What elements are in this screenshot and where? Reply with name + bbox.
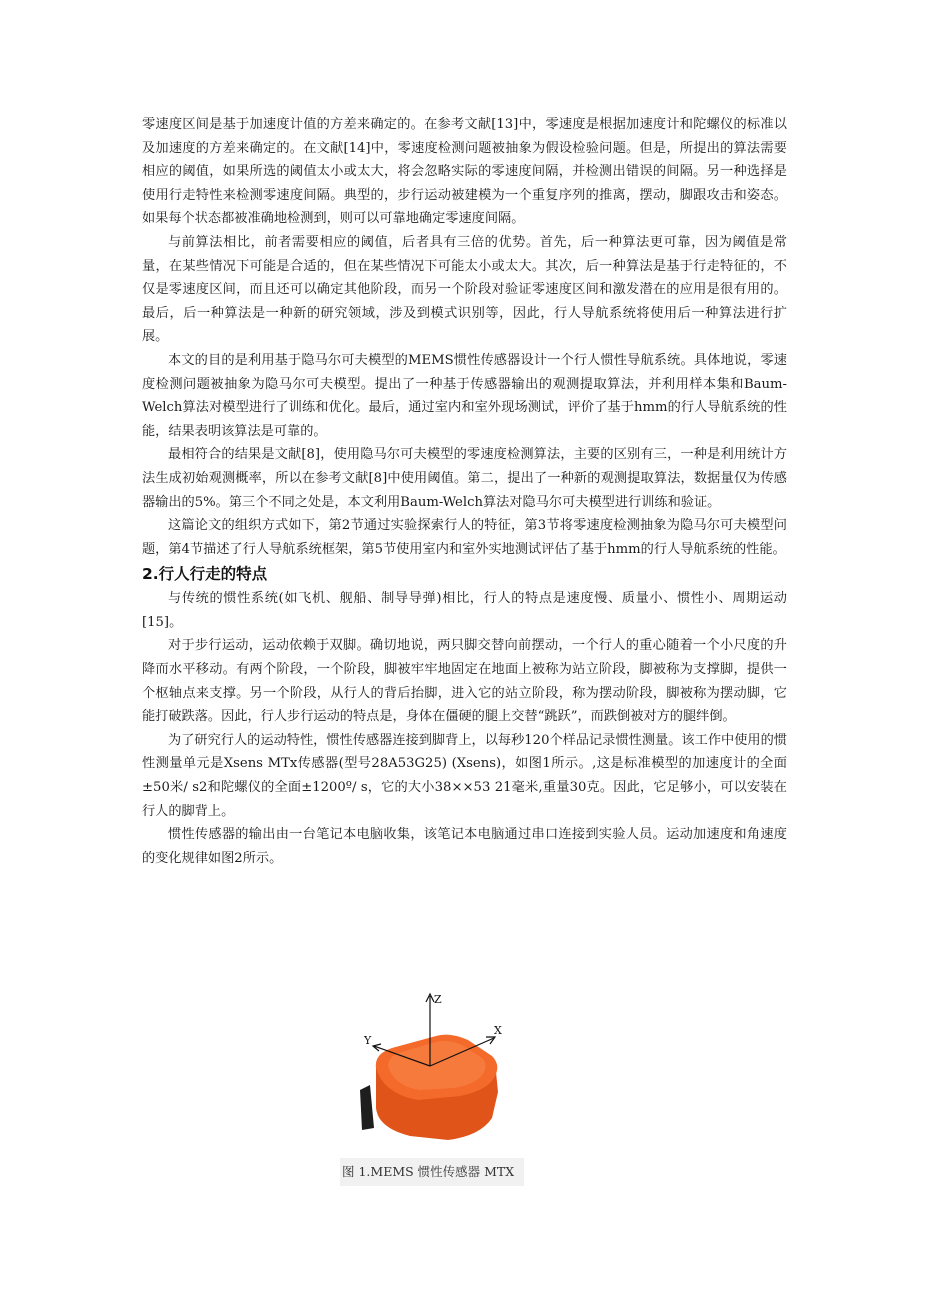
paragraph-section-2: 对于步行运动，运动依赖于双脚。确切地说，两只脚交替向前摆动，一个行人的重心随着一个小尺度的升降而水平移动。有两个阶段，一个阶段，脚被牢牢地固定在地面上被称为站立阶段，脚被称为支撑脚，提供一个枢轴点来支撑。另一个阶段，从行人的背后抬脚，进入它的站立阶段，称为摆动阶段，脚被称为摆动脚，它能打破跌落。因此，行人步行运动的特点是，身体在僵硬的腿上交替“跳跃”，而跌倒被对方的腿绊倒。 <box>142 638 787 725</box>
paragraph-intro-2: 与前算法相比，前者需要相应的阈值，后者具有三倍的优势。首先，后一种算法更可靠，因为阈值是常量，在某些情况下可能是合适的，但在某些情况下可能太小或太大。其次，后一种算法是基于行走特征的，不仅是零速度区间，而且还可以确定其他阶段，而另一个阶段对验证零速度区间和激发潜在的应用是很有用的。最后，后一种算法是一种新的研究领域，涉及到模式识别等，因此，行人导航系统将使用后一种算法进行扩展。 <box>142 234 787 345</box>
paragraph-intro-4: 最相符合的结果是文献[8]，使用隐马尔可夫模型的零速度检测算法，主要的区别有三，一种是利用统计方法生成初始观测概率，所以在参考文献[8]中使用阈值。第二，提出了一种新的观测提取算法，数据量仅为传感器输出的5%。第三个不同之处是，本文利用Baum-Welch算法对隐马尔可夫模型进行训练和验证。 <box>142 447 787 510</box>
section-heading: 2.行人行走的特点 <box>142 565 268 584</box>
y-axis-label: Y <box>364 1034 372 1047</box>
figure-caption: 图 1.MEMS 惯性传感器 MTX <box>340 1158 524 1186</box>
z-axis-label: Z <box>434 993 442 1006</box>
x-axis-label: X <box>494 1024 502 1037</box>
sensor-illustration <box>340 990 524 1158</box>
figure-1 <box>340 990 524 1186</box>
paragraph-section-3: 为了研究行人的运动特性，惯性传感器连接到脚背上，以每秒120个样品记录惯性测量。该工作中使用的惯性测量单元是Xsens MTx传感器(型号28A53G25) (Xsens)，如图1所示。,这是标准模型的加速度计的全面±50米/ s2和陀螺仪的全面±1200º/ s，它的大小38××53 21毫米,重量30克。因此，它足够小，可以安装在行人的脚背上。 <box>142 732 787 819</box>
sensor-image <box>340 990 524 1158</box>
paragraph-section-1: 与传统的惯性系统(如飞机、舰船、制导导弹)相比，行人的特点是速度慢、质量小、惯性小、周期运动[15]。 <box>142 591 787 630</box>
cable-icon <box>360 1085 374 1130</box>
paragraph-intro-1: 零速度区间是基于加速度计值的方差来确定的。在参考文献[13]中，零速度是根据加速度计和陀螺仪的标准以及加速度的方差来确定的。在文献[14]中，零速度检测问题被抽象为假设检验问题。但是，所提出的算法需要相应的阈值，如果所选的阈值太小或太大，将会忽略实际的零速度间隔，并检测出错误的间隔。另一种选择是使用行走特性来检测零速度间隔。典型的，步行运动被建模为一个重复序列的推离，摆动，脚跟攻击和姿态。如果每个状态都被准确地检测到，则可以可靠地确定零速度间隔。 <box>142 117 787 227</box>
paragraph-intro-3: 本文的目的是利用基于隐马尔可夫模型的MEMS惯性传感器设计一个行人惯性导航系统。具体地说，零速度检测问题被抽象为隐马尔可夫模型。提出了一种基于传感器输出的观测提取算法，并利用样本集和Baum-Welch算法对模型进行了训练和优化。最后，通过室内和室外现场测试，评价了基于hmm的行人导航系统的性能，结果表明该算法是可靠的。 <box>142 352 787 439</box>
paragraph-intro-5: 这篇论文的组织方式如下，第2节通过实验探索行人的特征，第3节将零速度检测抽象为隐马尔可夫模型问题，第4节描述了行人导航系统框架，第5节使用室内和室外实地测试评估了基于hmm的行人导航系统的性能。 <box>142 518 787 557</box>
paragraph-section-4: 惯性传感器的输出由一台笔记本电脑收集，该笔记本电脑通过串口连接到实验人员。运动加速度和角速度的变化规律如图2所示。 <box>142 827 787 866</box>
document-body <box>142 113 787 870</box>
